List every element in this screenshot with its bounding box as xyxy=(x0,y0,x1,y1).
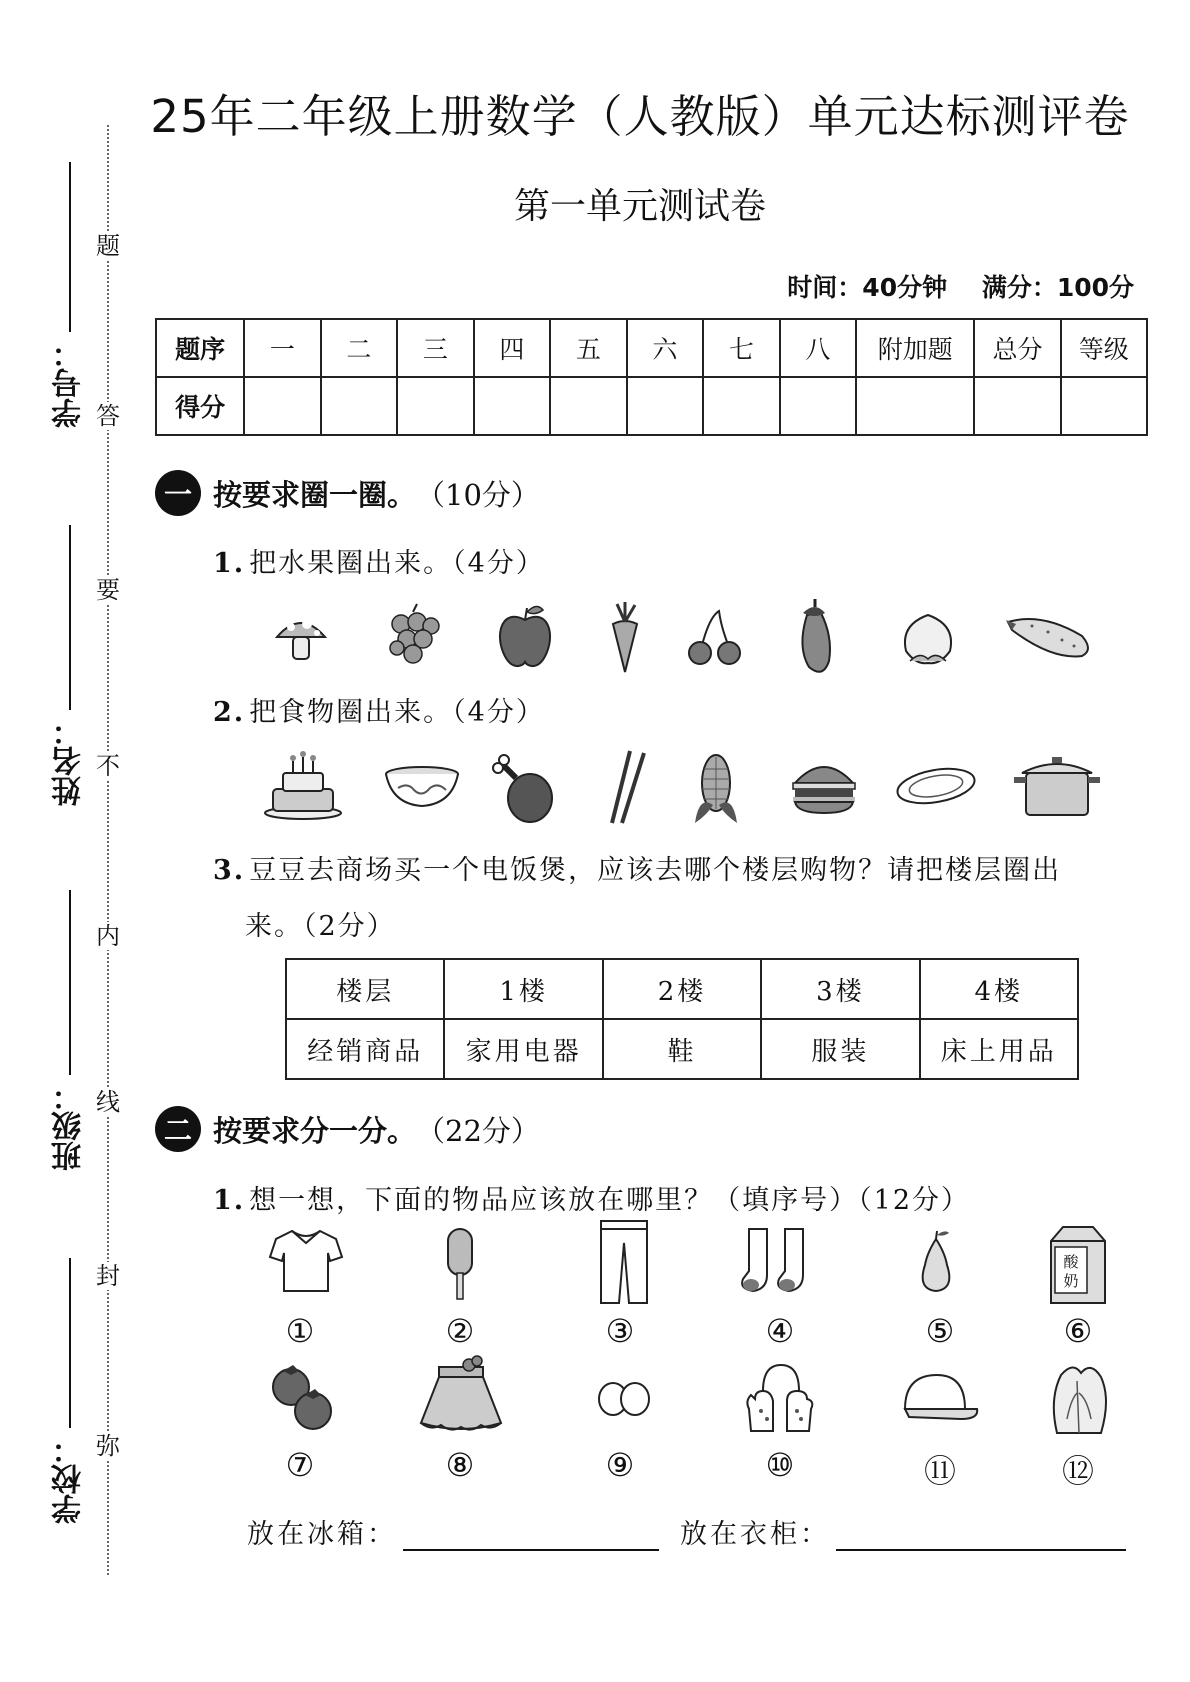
fridge-answer xyxy=(247,1512,659,1551)
floor-header-cell[interactable]: 2楼 xyxy=(603,959,761,1019)
pear-icon[interactable] xyxy=(914,1228,958,1296)
score-col-header: 六 xyxy=(627,319,704,377)
score-col-header: 总分 xyxy=(974,319,1060,377)
item-number: ③ xyxy=(605,1312,635,1350)
exam-full-score: 满分：100分 xyxy=(981,273,1134,302)
field-label: 学号： xyxy=(52,338,87,428)
question-text: 想一想，下面的物品应该放在哪里？（填序号）（12分） xyxy=(249,1185,971,1216)
score-cell[interactable] xyxy=(1061,377,1147,435)
cabbage-icon[interactable] xyxy=(1046,1358,1112,1438)
apple-icon[interactable] xyxy=(490,600,560,674)
item-number: ⑦ xyxy=(285,1446,315,1484)
question-text: 豆豆去商场买一个电饭煲，应该去哪个楼层购物？请把楼层圈出 xyxy=(249,855,1062,886)
floor-row-cell: 家用电器 xyxy=(444,1019,602,1079)
item-number: ① xyxy=(285,1312,315,1350)
score-col-header: 附加题 xyxy=(856,319,974,377)
section-title: 按要求圈一圈。 xyxy=(213,477,417,512)
cap-icon[interactable] xyxy=(900,1366,980,1432)
score-cell[interactable] xyxy=(856,377,974,435)
question-1-2 xyxy=(213,690,545,729)
question-2-1 xyxy=(213,1178,970,1217)
score-cell[interactable] xyxy=(974,377,1060,435)
field-label: 姓名： xyxy=(52,716,87,806)
floor-header-cell[interactable]: 3楼 xyxy=(761,959,919,1019)
yogurt-label-line1: 酸 xyxy=(1063,1253,1079,1271)
wardrobe-label: 放在衣柜： xyxy=(680,1519,830,1550)
item-number: ⑥ xyxy=(1063,1312,1093,1350)
score-row-label: 题序 xyxy=(156,319,244,377)
score-cell[interactable] xyxy=(244,377,321,435)
pot-icon[interactable] xyxy=(1012,750,1102,820)
section-title: 按要求分一分。 xyxy=(213,1113,417,1148)
seal-char: 不 xyxy=(96,752,120,780)
item-number: ⑪ xyxy=(923,1452,956,1490)
score-cell[interactable] xyxy=(627,377,704,435)
grapes-icon[interactable] xyxy=(380,600,446,674)
peach-icon[interactable] xyxy=(893,602,963,672)
item-number: ④ xyxy=(765,1312,795,1350)
seal-char: 封 xyxy=(96,1262,120,1290)
question-1-3-line2: 来。（2分） xyxy=(245,911,396,942)
question-number: 1. xyxy=(213,1185,246,1216)
pants-icon[interactable] xyxy=(596,1218,652,1306)
score-col-header: 一 xyxy=(244,319,321,377)
question-number: 1. xyxy=(213,548,246,579)
field-line xyxy=(69,162,71,332)
item-number: ⑨ xyxy=(605,1446,635,1484)
seal-char: 答 xyxy=(96,402,120,430)
carrot-icon[interactable] xyxy=(600,598,650,676)
yogurt-label-line2: 奶 xyxy=(1063,1272,1079,1290)
score-cell[interactable] xyxy=(321,377,398,435)
seal-char: 线 xyxy=(96,1088,120,1116)
field-line xyxy=(69,525,71,710)
floor-header-cell[interactable]: 1楼 xyxy=(444,959,602,1019)
question-text: 把食物圈出来。（4分） xyxy=(249,697,545,728)
plate-icon[interactable] xyxy=(894,764,978,808)
item-number: ② xyxy=(445,1312,475,1350)
field-line xyxy=(69,890,71,1075)
floor-row-cell: 鞋 xyxy=(603,1019,761,1079)
score-table xyxy=(155,318,1148,436)
question-1-3-line1 xyxy=(213,848,1061,887)
item-number: ⑫ xyxy=(1061,1452,1094,1490)
school-field[interactable] xyxy=(48,1258,92,1524)
fridge-label: 放在冰箱： xyxy=(247,1519,397,1550)
shirt-icon[interactable] xyxy=(266,1226,346,1296)
mittens-icon[interactable] xyxy=(740,1360,820,1440)
score-row-label: 得分 xyxy=(156,377,244,435)
score-col-header: 八 xyxy=(780,319,857,377)
seal-char: 要 xyxy=(96,576,120,604)
name-field[interactable] xyxy=(48,525,92,806)
section-points: （10分） xyxy=(416,477,540,512)
page-title: 25年二年级上册数学（人教版）单元达标测评卷 xyxy=(150,90,1130,143)
floor-table xyxy=(285,958,1079,1080)
field-line xyxy=(69,1258,71,1428)
student-id-field[interactable] xyxy=(48,162,92,428)
cake-icon[interactable] xyxy=(262,748,344,822)
question-number: 2. xyxy=(213,697,246,728)
seal-char: 弥 xyxy=(96,1432,120,1460)
score-col-header: 二 xyxy=(321,319,398,377)
item-number: ⑩ xyxy=(765,1446,795,1484)
exam-meta xyxy=(761,268,1134,304)
section-points: （22分） xyxy=(416,1113,540,1148)
section-1-heading xyxy=(155,470,540,516)
wardrobe-answer-blank[interactable] xyxy=(836,1521,1126,1551)
score-col-header: 五 xyxy=(550,319,627,377)
corn-icon[interactable] xyxy=(690,744,742,828)
cherries-icon[interactable] xyxy=(684,606,744,668)
score-cell[interactable] xyxy=(550,377,627,435)
score-col-header: 七 xyxy=(703,319,780,377)
eggplant-icon[interactable] xyxy=(790,596,840,676)
hamburger-icon[interactable] xyxy=(788,756,860,816)
eggs-icon[interactable] xyxy=(594,1376,654,1420)
score-col-header: 四 xyxy=(474,319,551,377)
fridge-answer-blank[interactable] xyxy=(403,1521,659,1551)
socks-icon[interactable] xyxy=(736,1226,820,1298)
item-number: ⑤ xyxy=(925,1312,955,1350)
score-cell[interactable] xyxy=(780,377,857,435)
item-number: ⑧ xyxy=(445,1446,475,1484)
field-label: 学校： xyxy=(52,1434,87,1524)
tomatoes-icon[interactable] xyxy=(268,1360,338,1434)
field-label: 班级： xyxy=(52,1081,87,1171)
skirt-icon[interactable] xyxy=(416,1354,506,1438)
floor-row-cell: 经销商品 xyxy=(286,1019,444,1079)
section-2-heading xyxy=(155,1106,540,1152)
score-cell[interactable] xyxy=(703,377,780,435)
cucumber-icon[interactable] xyxy=(1000,606,1096,666)
page-subtitle: 第一单元测试卷 xyxy=(513,186,766,227)
score-col-header: 三 xyxy=(397,319,474,377)
question-text: 把水果圈出来。（4分） xyxy=(249,548,545,579)
seal-char: 内 xyxy=(96,922,120,950)
yogurt-icon[interactable] xyxy=(1046,1222,1110,1306)
wardrobe-answer xyxy=(680,1512,1126,1551)
section-number-badge: 二 xyxy=(155,1106,201,1152)
bowl-icon[interactable] xyxy=(380,762,464,812)
section-number-badge: 一 xyxy=(155,470,201,516)
floor-header-cell[interactable]: 4楼 xyxy=(920,959,1078,1019)
class-field[interactable] xyxy=(48,890,92,1171)
popsicle-icon[interactable] xyxy=(440,1226,480,1302)
binding-dotted-line xyxy=(107,125,109,1575)
score-cell[interactable] xyxy=(474,377,551,435)
floor-row-cell: 床上用品 xyxy=(920,1019,1078,1079)
seal-char: 题 xyxy=(96,232,120,260)
drumstick-icon[interactable] xyxy=(490,748,560,826)
floor-header-cell: 楼层 xyxy=(286,959,444,1019)
chopsticks-icon[interactable] xyxy=(598,746,650,826)
question-number: 3. xyxy=(213,855,246,886)
score-cell[interactable] xyxy=(397,377,474,435)
exam-time: 时间：40分钟 xyxy=(787,273,948,302)
score-col-header: 等级 xyxy=(1061,319,1147,377)
floor-row-cell: 服装 xyxy=(761,1019,919,1079)
mushroom-icon[interactable] xyxy=(268,604,334,670)
question-1-1 xyxy=(213,541,545,580)
